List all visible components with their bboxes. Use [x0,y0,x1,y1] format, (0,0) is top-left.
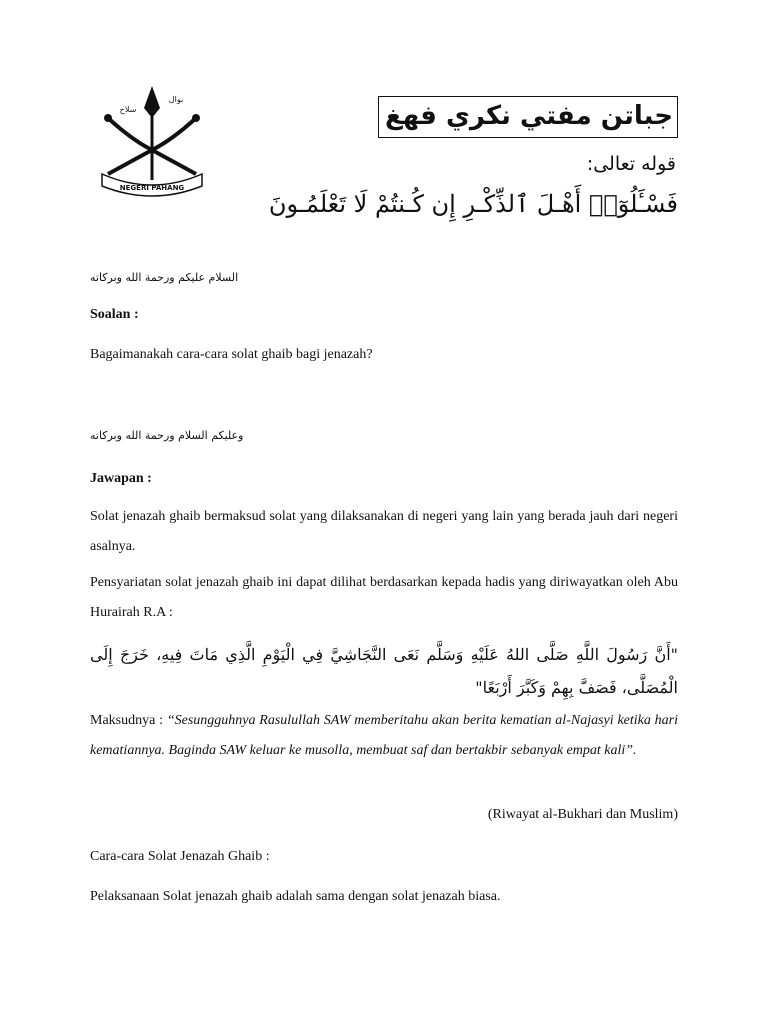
department-title: جباتن مفتي نكري فهغ [378,96,678,138]
paragraph-definition: Solat jenazah ghaib bermaksud solat yang dilaksanakan di negeri yang lain yang berada jauh dari negeri asalnya. [90,509,678,554]
verse-intro: قوله تعالى: [586,153,676,175]
answer-label: Jawapan : [90,471,152,486]
paragraph-basis: Pensyariatan solat jenazah ghaib ini dapat dilihat berdasarkan kepada hadis yang diriwayatkan oleh Abu Hurairah R.A : [90,575,678,620]
question-label: Soalan : [90,307,139,322]
paragraph-procedure: Pelaksanaan Solat jenazah ghaib adalah sama dengan solat jenazah biasa. [90,889,501,904]
salam-reply: وعليكم السلام ورحمة الله وبركاته [90,429,244,442]
logo-label-right: بوال [168,95,184,104]
quran-verse: فَسْـَٔلُوٓا۟ أَهْـلَ ٱلذِّكْـرِ إِن كُـنتُمْ لَا تَعْلَمُـونَ [268,190,678,218]
meaning-paragraph [90,706,678,766]
hadith-source: (Riwayat al-Bukhari dan Muslim) [487,807,678,822]
meaning-text: “Sesungguhnya Rasulullah SAW memberitahu akan berita kematian al-Najasyi ketika hari kematiannya. Baginda SAW keluar ke musolla, membuat saf dan bertakbir sebanyak empat kali”. [90,713,679,758]
section-heading: Cara-cara Solat Jenazah Ghaib : [90,849,270,864]
state-crest-logo [98,78,206,202]
logo-banner-text: NEGERI PAHANG [119,184,185,192]
hadith-arabic: "أَنَّ رَسُولَ اللَّهِ صَلَّى اللهُ عَلَيْهِ وَسَلَّم نَعَى النَّجَاشِيَّ فِي الْيَوْمِ الَّذِي مَاتَ فِيهِ، خَرَجَ إِلَى الْمُصَلَّى، فَصَفَّ بِهِمْ وَكَبَّرَ أَرْبَعًا" [90,645,678,697]
meaning-label: Maksudnya : [90,713,164,728]
question-text: Bagaimanakah cara-cara solat ghaib bagi jenazah? [90,347,373,362]
logo-label-left: سلاح [119,105,137,114]
salam-greeting: السلام عليكم ورحمة الله وبركاته [90,271,239,284]
